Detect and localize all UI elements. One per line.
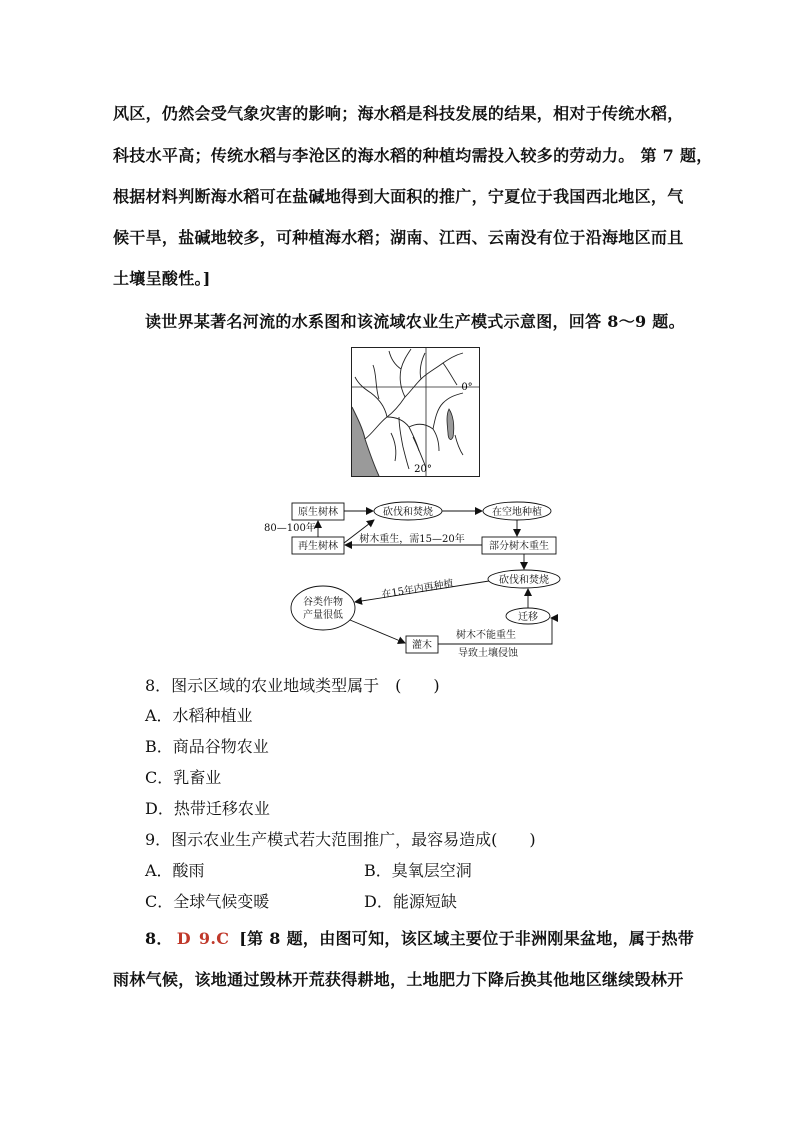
answer-line-2: 雨林气候，该地通过毁林开荒获得耕地，土地肥力下降后换其他地区继续毁林开	[113, 970, 684, 989]
explanation-line-4: 候干旱，盐碱地较多，可种植海水稻；湖南、江西、云南没有位于沿海地区而且	[113, 228, 684, 247]
answer-9-value: 9.C	[198, 929, 230, 948]
label-replant-15: 在15年内再种植	[380, 578, 455, 601]
label-cut-burn-1: 砍伐和焚烧	[383, 507, 433, 518]
label-secondary-forest: 再生树林	[298, 541, 338, 552]
q8-stem: 8．图示区域的农业地域类型属于 ( )	[145, 676, 440, 695]
explanation-line-1: 风区，仍然会受气象灾害的影响；海水稻是科技发展的结果，相对于传统水稻，	[113, 104, 684, 123]
q9-option-d: D．能源短缺	[364, 892, 457, 911]
label-cut-burn-2: 砍伐和焚烧	[499, 575, 549, 586]
answer-8-value: D	[176, 929, 191, 948]
q9-option-a: A．酸雨	[145, 861, 205, 880]
q9-option-c: C．全球气候变暖	[145, 892, 270, 911]
q9-stem: 9．图示农业生产模式若大范围推广，最容易造成( )	[145, 830, 536, 849]
label-migrate: 迁移	[518, 612, 538, 623]
answer-line-1	[145, 926, 694, 949]
q8-option-a: A．水稻种植业	[145, 706, 253, 725]
explanation-line-3: 根据材料判断海水稻可在盐碱地得到大面积的推广，宁夏位于我国西北地区，气	[113, 187, 684, 206]
q8-option-b: B．商品谷物农业	[145, 737, 269, 756]
explanation-line-5: 土壤呈酸性。]	[113, 269, 211, 288]
label-erosion: 导致土壤侵蚀	[458, 648, 518, 659]
label-primary-forest: 原生树林	[298, 507, 338, 518]
label-years-80-100: 80—100年	[264, 523, 316, 534]
meridian-20-label: 20°	[414, 464, 432, 475]
agriculture-flow-diagram	[262, 500, 572, 662]
answer-explanation-start: [第 8 题，由图可知，该区域主要位于非洲刚果盆地，属于热带	[239, 929, 695, 948]
label-no-regrow: 树木不能重生	[456, 630, 516, 641]
label-grain-line2: 产量很低	[303, 610, 343, 621]
label-plant-clearing: 在空地种植	[492, 507, 542, 518]
q8-option-d: D．热带迁移农业	[145, 799, 270, 818]
label-regrow-note: 树木重生，需15—20年	[359, 534, 465, 545]
ellipse-grain-low	[291, 586, 355, 630]
label-shrub: 灌木	[412, 640, 432, 651]
q8-option-c: C．乳畜业	[145, 768, 222, 787]
label-partial-regrow: 部分树木重生	[489, 541, 549, 552]
question-intro: 读世界某著名河流的水系图和该流域农业生产模式示意图，回答 8～9 题。	[145, 312, 685, 331]
equator-label: 0°	[461, 382, 473, 393]
answer-number: 8．	[145, 929, 173, 948]
label-grain-line1: 谷类作物	[303, 597, 343, 608]
explanation-line-2: 科技水平高；传统水稻与李沧区的海水稻的种植均需投入较多的劳动力。 第 7 题，	[113, 146, 713, 165]
river-map	[351, 347, 480, 477]
q9-option-b: B．臭氧层空洞	[364, 861, 472, 880]
